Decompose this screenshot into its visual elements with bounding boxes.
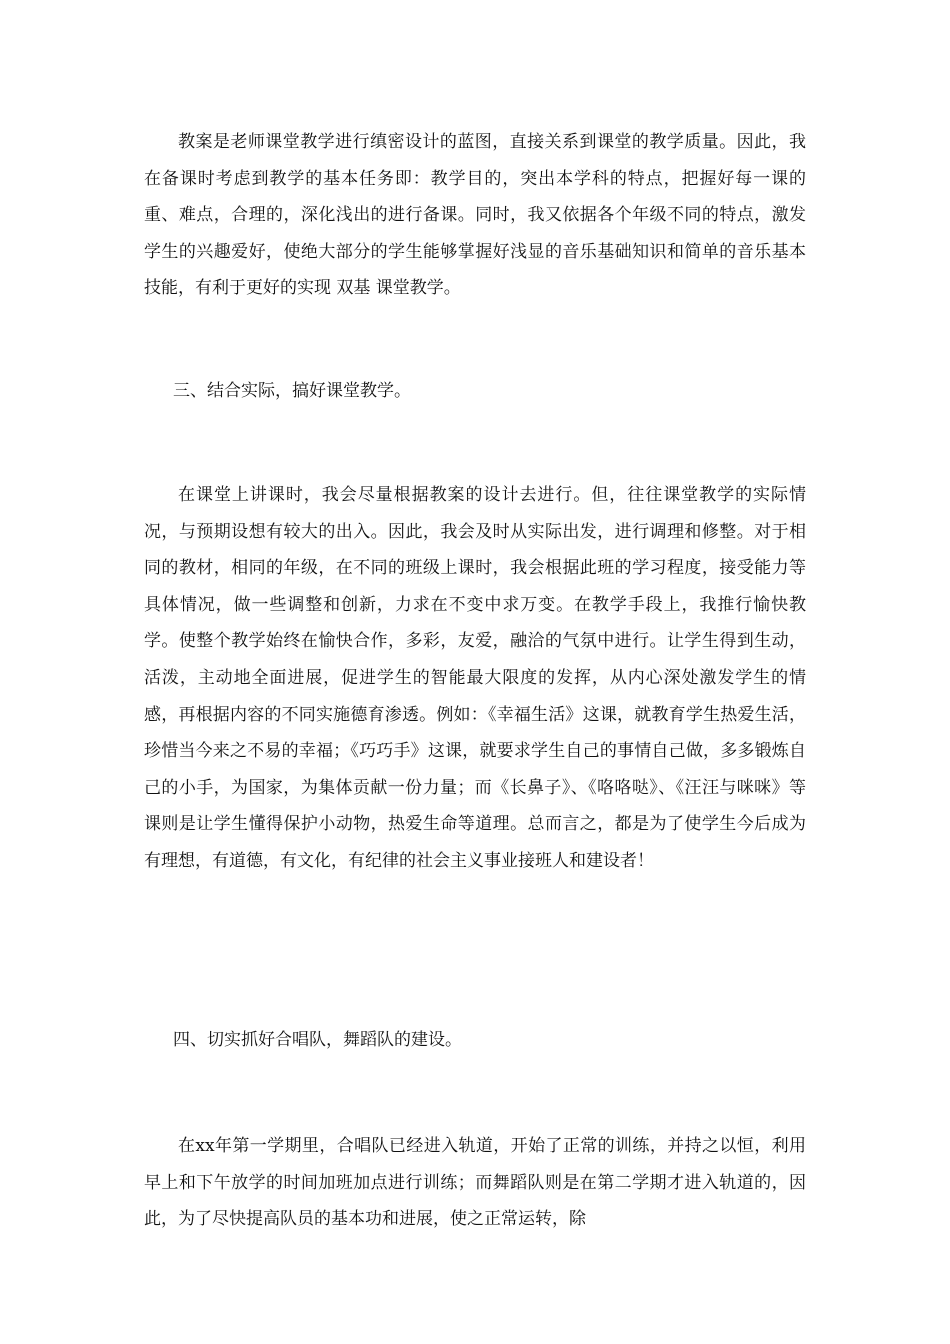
paragraph-lesson-plan: 教案是老师课堂教学进行缜密设计的蓝图，直接关系到课堂的教学质量。因此，我在备课时考虑到教学的基本任务即：教学目的，突出本学科的特点，把握好每一课的重、难点，合理的，深化浅出的进行备课。同时，我又依据各个年级不同的特点，激发学生的兴趣爱好，使绝大部分的学生能够掌握好浅显的音乐基础知识和简单的音乐基本技能，有利于更好的实现 双基 课堂教学。 (144, 132, 806, 299)
section-heading-4: 四、切实抓好合唱队，舞蹈队的建设。 (173, 1030, 462, 1050)
paragraph-classroom-teaching: 在课堂上讲课时，我会尽量根据教案的设计去进行。但，往往课堂教学的实际情况，与预期设想有较大的出入。因此，我会及时从实际出发，进行调理和修整。对于相同的教材，相同的年级，在不同的班级上课时，我会根据此班的学习程度，接受能力等具体情况，做一些调整和创新，力求在不变中求万变。在教学手段上，我推行愉快教学。使整个教学始终在愉快合作，多彩，友爱，融洽的气氛中进行。让学生得到生动，活泼，主动地全面进展，促进学生的智能最大限度的发挥，从内心深处激发学生的情感，再根据内容的不同实施德育渗透。例如：《幸福生活》这课，就教育学生热爱生活，珍惜当今来之不易的幸福；《巧巧手》这课，就要求学生自己的事情自己做，多多锻炼自己的小手，为国家，为集体贡献一份力量；而《长鼻子》、《咯咯哒》、《汪汪与咪咪》等课则是让学生懂得保护小动物，热爱生命等道理。总而言之，都是为了使学生今后成为有理想，有道德，有文化，有纪律的社会主义事业接班人和建设者！ (144, 485, 806, 871)
paragraph-choir-dance: 在xx年第一学期里，合唱队已经进入轨道，开始了正常的训练，并持之以恒，利用早上和下午放学的时间加班加点进行训练；而舞蹈队则是在第二学期才进入轨道的，因此，为了尽快提高队员的基本功和进展，使之正常运转，除 (144, 1136, 806, 1230)
section-heading-3: 三、结合实际，搞好课堂教学。 (173, 381, 411, 401)
